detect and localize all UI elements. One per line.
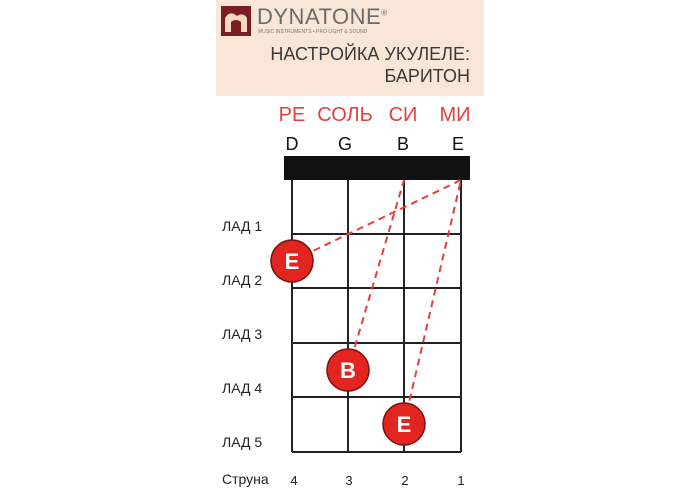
reference-line-e-to-string-1-b: [404, 180, 461, 424]
page-title: НАСТРОЙКА УКУЛЕЛЕ:: [270, 44, 470, 64]
string-number-4: 4: [290, 473, 298, 488]
string-lines: [292, 180, 461, 452]
note-ru-string-2: СИ: [388, 104, 418, 126]
string-number-1: 1: [457, 473, 465, 488]
fret-label-4: ЛАД 4: [222, 380, 263, 396]
marker-note-label: B: [340, 358, 356, 383]
tuning-reference-lines: [292, 180, 461, 424]
brand-name: DYNATONE®: [257, 4, 388, 29]
nut: [284, 156, 470, 180]
string-number-3: 3: [345, 473, 353, 488]
marker-note-label: E: [284, 249, 300, 274]
string-number-2: 2: [401, 473, 409, 488]
fret-label-3: ЛАД 3: [222, 326, 263, 342]
reference-line-b-to-string-2: [348, 180, 404, 370]
note-ru-string-3: СОЛЬ: [317, 104, 373, 126]
reference-line-e-to-string-1: [292, 180, 461, 261]
note-en-string-4: D: [285, 134, 299, 154]
note-en-string-3: G: [337, 134, 353, 154]
fret-label-5: ЛАД 5: [222, 434, 263, 450]
brand-tagline: MUSIC INSTRUMENTS • PRO LIGHT & SOUND: [258, 29, 368, 35]
note-en-string-2: B: [396, 134, 410, 154]
string-label: Струна: [222, 471, 269, 487]
page-subtitle: БАРИТОН: [384, 66, 470, 86]
fret-marker-e-string-4: [271, 240, 313, 282]
fret-label-1: ЛАД 1: [222, 218, 263, 234]
note-en-string-1: E: [451, 134, 465, 154]
note-ru-string-4: РЕ: [278, 104, 306, 126]
note-ru-string-1: МИ: [439, 104, 471, 126]
fret-lines: [292, 234, 461, 452]
fret-marker-e-string-2: [383, 403, 425, 445]
fret-label-2: ЛАД 2: [222, 272, 263, 288]
marker-note-label: E: [396, 412, 412, 437]
fret-marker-b-string-3: [327, 349, 369, 391]
